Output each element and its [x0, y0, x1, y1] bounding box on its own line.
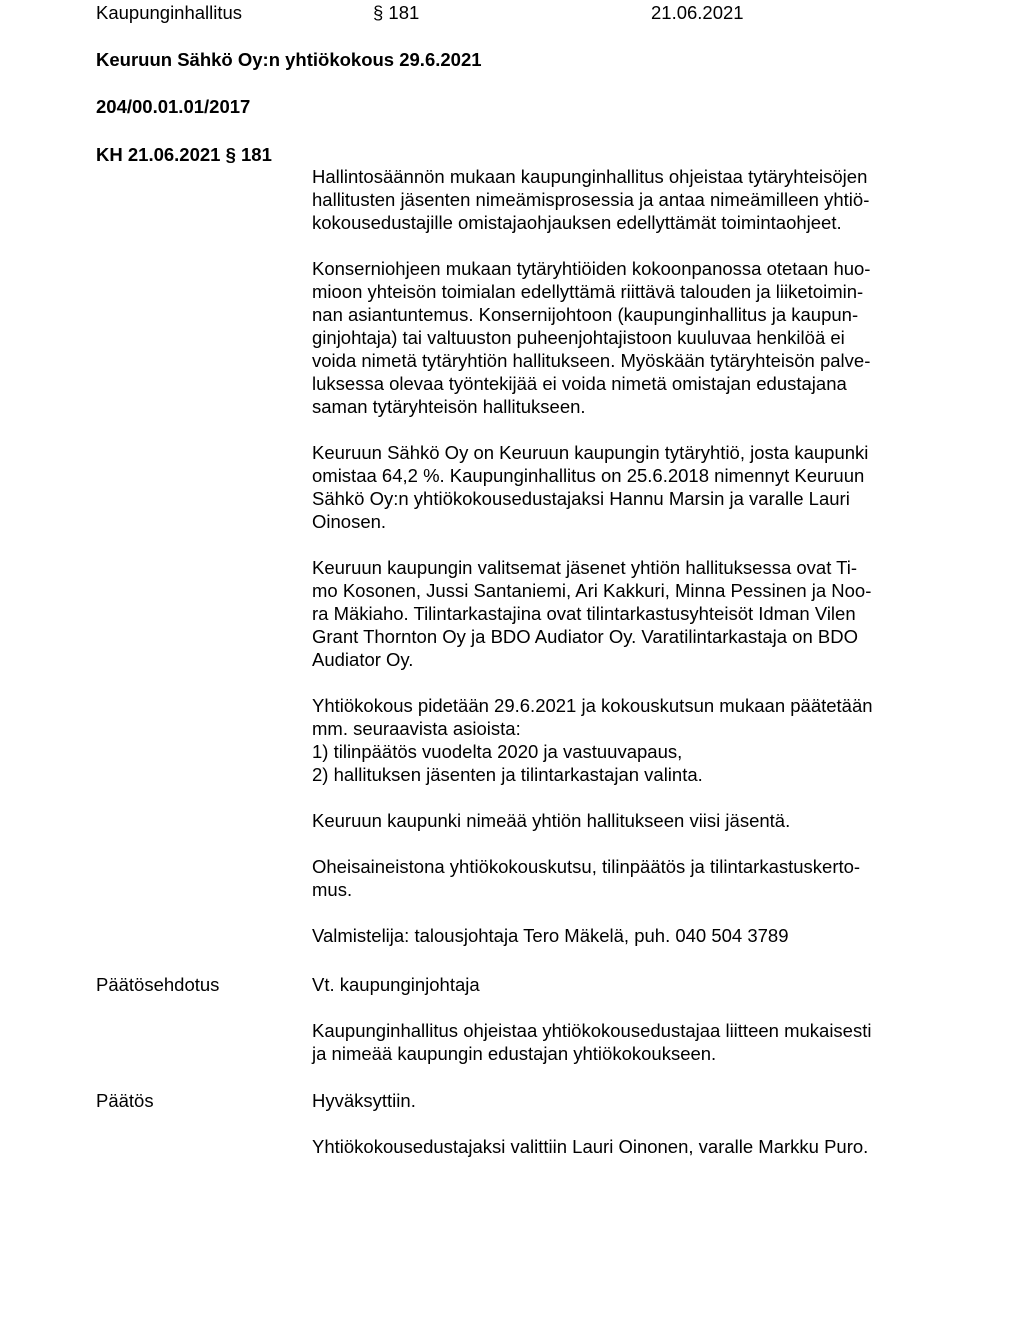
- body-line: Oheisaineistona yhtiökokouskutsu, tilinpäätös ja tilintarkastuskerto-: [312, 856, 861, 877]
- decision-line: Yhtiökokousedustajaksi valittiin Lauri Oinonen, varalle Markku Puro.: [312, 1136, 869, 1157]
- header-date: 21.06.2021: [651, 2, 744, 23]
- body-line: mo Kosonen, Jussi Santaniemi, Ari Kakkuri, Minna Pessinen ja Noo-: [312, 580, 872, 601]
- kh-reference: KH 21.06.2021 § 181: [96, 144, 272, 165]
- body-line: Keuruun kaupungin valitsemat jäsenet yhtiön hallituksessa ovat Ti-: [312, 557, 858, 578]
- body-line: mm. seuraavista asioista:: [312, 718, 521, 739]
- body-paragraph: [312, 855, 922, 901]
- body-paragraph: [312, 441, 922, 533]
- decision-proposal-line: Kaupunginhallitus ohjeistaa yhtiökokousedustajaa liitteen mukaisesti: [312, 1020, 872, 1041]
- body-paragraph: [312, 165, 922, 234]
- body-line: Yhtiökokous pidetään 29.6.2021 ja kokouskutsun mukaan päätetään: [312, 695, 873, 716]
- decision-line: Hyväksyttiin.: [312, 1090, 416, 1111]
- body-line: Konserniohjeen mukaan tytäryhtiöiden kokoonpanossa otetaan huo-: [312, 258, 871, 279]
- body-paragraph: [312, 694, 922, 786]
- body-line: saman tytäryhteisön hallitukseen.: [312, 396, 586, 417]
- body-paragraph: [312, 809, 922, 832]
- body-paragraph: [312, 924, 922, 947]
- body-line: Grant Thornton Oy ja BDO Audiator Oy. Varatilintarkastaja on BDO: [312, 626, 858, 647]
- body-line: Valmistelija: talousjohtaja Tero Mäkelä, puh. 040 504 3789: [312, 925, 789, 946]
- body-line: kokousedustajille omistajaohjauksen edellyttämät toimintaohjeet.: [312, 212, 842, 233]
- decision-proposal-paragraph: [312, 973, 922, 996]
- body-line: 1) tilinpäätös vuodelta 2020 ja vastuuvapaus,: [312, 741, 683, 762]
- body-paragraph: [312, 556, 922, 671]
- body-line: mioon yhteisön toimialan edellyttämä riittävä talouden ja liiketoimin-: [312, 281, 864, 302]
- decision-text: [312, 1089, 922, 1181]
- body-line: mus.: [312, 879, 353, 900]
- body-line: Audiator Oy.: [312, 649, 414, 670]
- document-header: [96, 1, 996, 24]
- header-organ: Kaupunginhallitus: [96, 2, 243, 23]
- body-line: omistaa 64,2 %. Kaupunginhallitus on 25.6.2018 nimennyt Keuruun: [312, 465, 865, 486]
- body-line: nan asiantuntemus. Konsernijohtoon (kaupunginhallitus ja kaupun-: [312, 304, 859, 325]
- decision-proposal-paragraph: [312, 1019, 922, 1065]
- decision-paragraph: [312, 1089, 922, 1112]
- diary-number: 204/00.01.01/2017: [96, 96, 251, 117]
- body-line: Keuruun Sähkö Oy on Keuruun kaupungin tytäryhtiö, josta kaupunki: [312, 442, 869, 463]
- body-line: Oinosen.: [312, 511, 387, 532]
- decision-paragraph: [312, 1135, 922, 1158]
- body-line: hallitusten jäsenten nimeämisprosessia ja antaa nimeämilleen yhtiö-: [312, 189, 870, 210]
- body-line: voida nimetä tytäryhtiön hallitukseen. Myöskään tytäryhteisön palve-: [312, 350, 871, 371]
- body-line: Sähkö Oy:n yhtiökokousedustajaksi Hannu Marsin ja varalle Lauri: [312, 488, 850, 509]
- decision-proposal-label: Päätösehdotus: [96, 974, 220, 995]
- document-title: Keuruun Sähkö Oy:n yhtiökokous 29.6.2021: [96, 49, 482, 70]
- body-line: 2) hallituksen jäsenten ja tilintarkastajan valinta.: [312, 764, 703, 785]
- header-paragraph-number: § 181: [373, 2, 420, 23]
- body-line: Keuruun kaupunki nimeää yhtiön hallitukseen viisi jäsentä.: [312, 810, 791, 831]
- body-line: ra Mäkiaho. Tilintarkastajina ovat tilintarkastusyhteisöt Idman Vilen: [312, 603, 856, 624]
- decision-proposal-text: [312, 973, 922, 1088]
- body-line: ginjohtaja) tai valtuuston puheenjohtajistoon kuuluvaa henkilöä ei: [312, 327, 845, 348]
- decision-proposal-line: Vt. kaupunginjohtaja: [312, 974, 480, 995]
- body-line: luksessa olevaa työntekijää ei voida nimetä omistajan edustajana: [312, 373, 847, 394]
- decision-label: Päätös: [96, 1090, 154, 1111]
- body-text: [312, 165, 922, 970]
- body-line: Hallintosäännön mukaan kaupunginhallitus ohjeistaa tytäryhteisöjen: [312, 166, 868, 187]
- decision-proposal-line: ja nimeää kaupungin edustajan yhtiökokoukseen.: [312, 1043, 717, 1064]
- body-paragraph: [312, 257, 922, 418]
